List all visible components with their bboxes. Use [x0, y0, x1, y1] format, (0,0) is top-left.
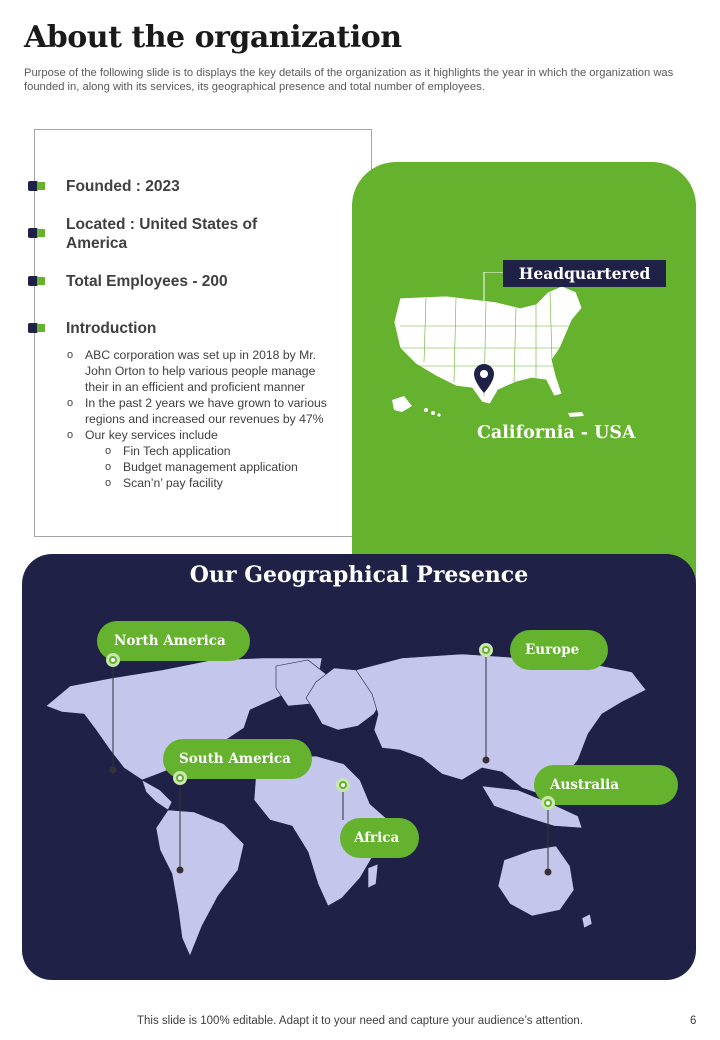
region-africa: Africa [340, 818, 419, 858]
region-pin-icon [479, 643, 493, 657]
located-text: Located : United States of America [66, 216, 258, 252]
page-number: 6 [690, 1015, 697, 1027]
employees-text: Total Employees - 200 [66, 273, 228, 290]
geographical-presence-title: Our Geographical Presence [189, 562, 529, 588]
service-item: o Fin Tech application [85, 443, 332, 459]
region-pin-icon [541, 796, 555, 810]
region-pin-icon [336, 778, 350, 792]
services-list [85, 443, 332, 491]
footer-note: This slide is 100% editable. Adapt it to your need and capture your audience’s attention. [136, 1015, 584, 1027]
service-item: o Budget management application [85, 459, 332, 475]
bullet-marker [28, 181, 48, 193]
page-subtitle: Purpose of the following slide is to displays the key details of the organization as it highlights the year in which the organization was founded in, along with its services, its geographical presence and total number of employees. [24, 67, 674, 93]
introduction-list [66, 347, 332, 491]
intro-point: o In the past 2 years we have grown to various regions and increased our revenues by 47% [66, 395, 332, 427]
intro-point [66, 427, 332, 491]
region-south-america: South America [163, 739, 312, 779]
page-title: About the organization [24, 20, 402, 55]
headquarters-location: California - USA [477, 423, 636, 443]
bullet-marker [28, 276, 48, 288]
bullet-marker [28, 228, 48, 240]
bullet-marker [28, 323, 48, 335]
service-item: o Scan’n’ pay facility [85, 475, 332, 491]
region-pin-icon [106, 653, 120, 667]
introduction-heading: Introduction [66, 320, 157, 337]
intro-point-text: Our key services include [85, 428, 218, 442]
region-australia: Australia [534, 765, 678, 805]
intro-point: o ABC corporation was set up in 2018 by Mr. John Orton to help various people manage their in an efficient and proficient manner [66, 347, 332, 395]
headquartered-label: Headquartered [503, 260, 666, 287]
region-north-america: North America [97, 621, 250, 661]
founded-text: Founded : 2023 [66, 178, 180, 195]
location-pin-icon [473, 363, 495, 399]
region-europe: Europe [510, 630, 608, 670]
region-pin-icon [173, 771, 187, 785]
